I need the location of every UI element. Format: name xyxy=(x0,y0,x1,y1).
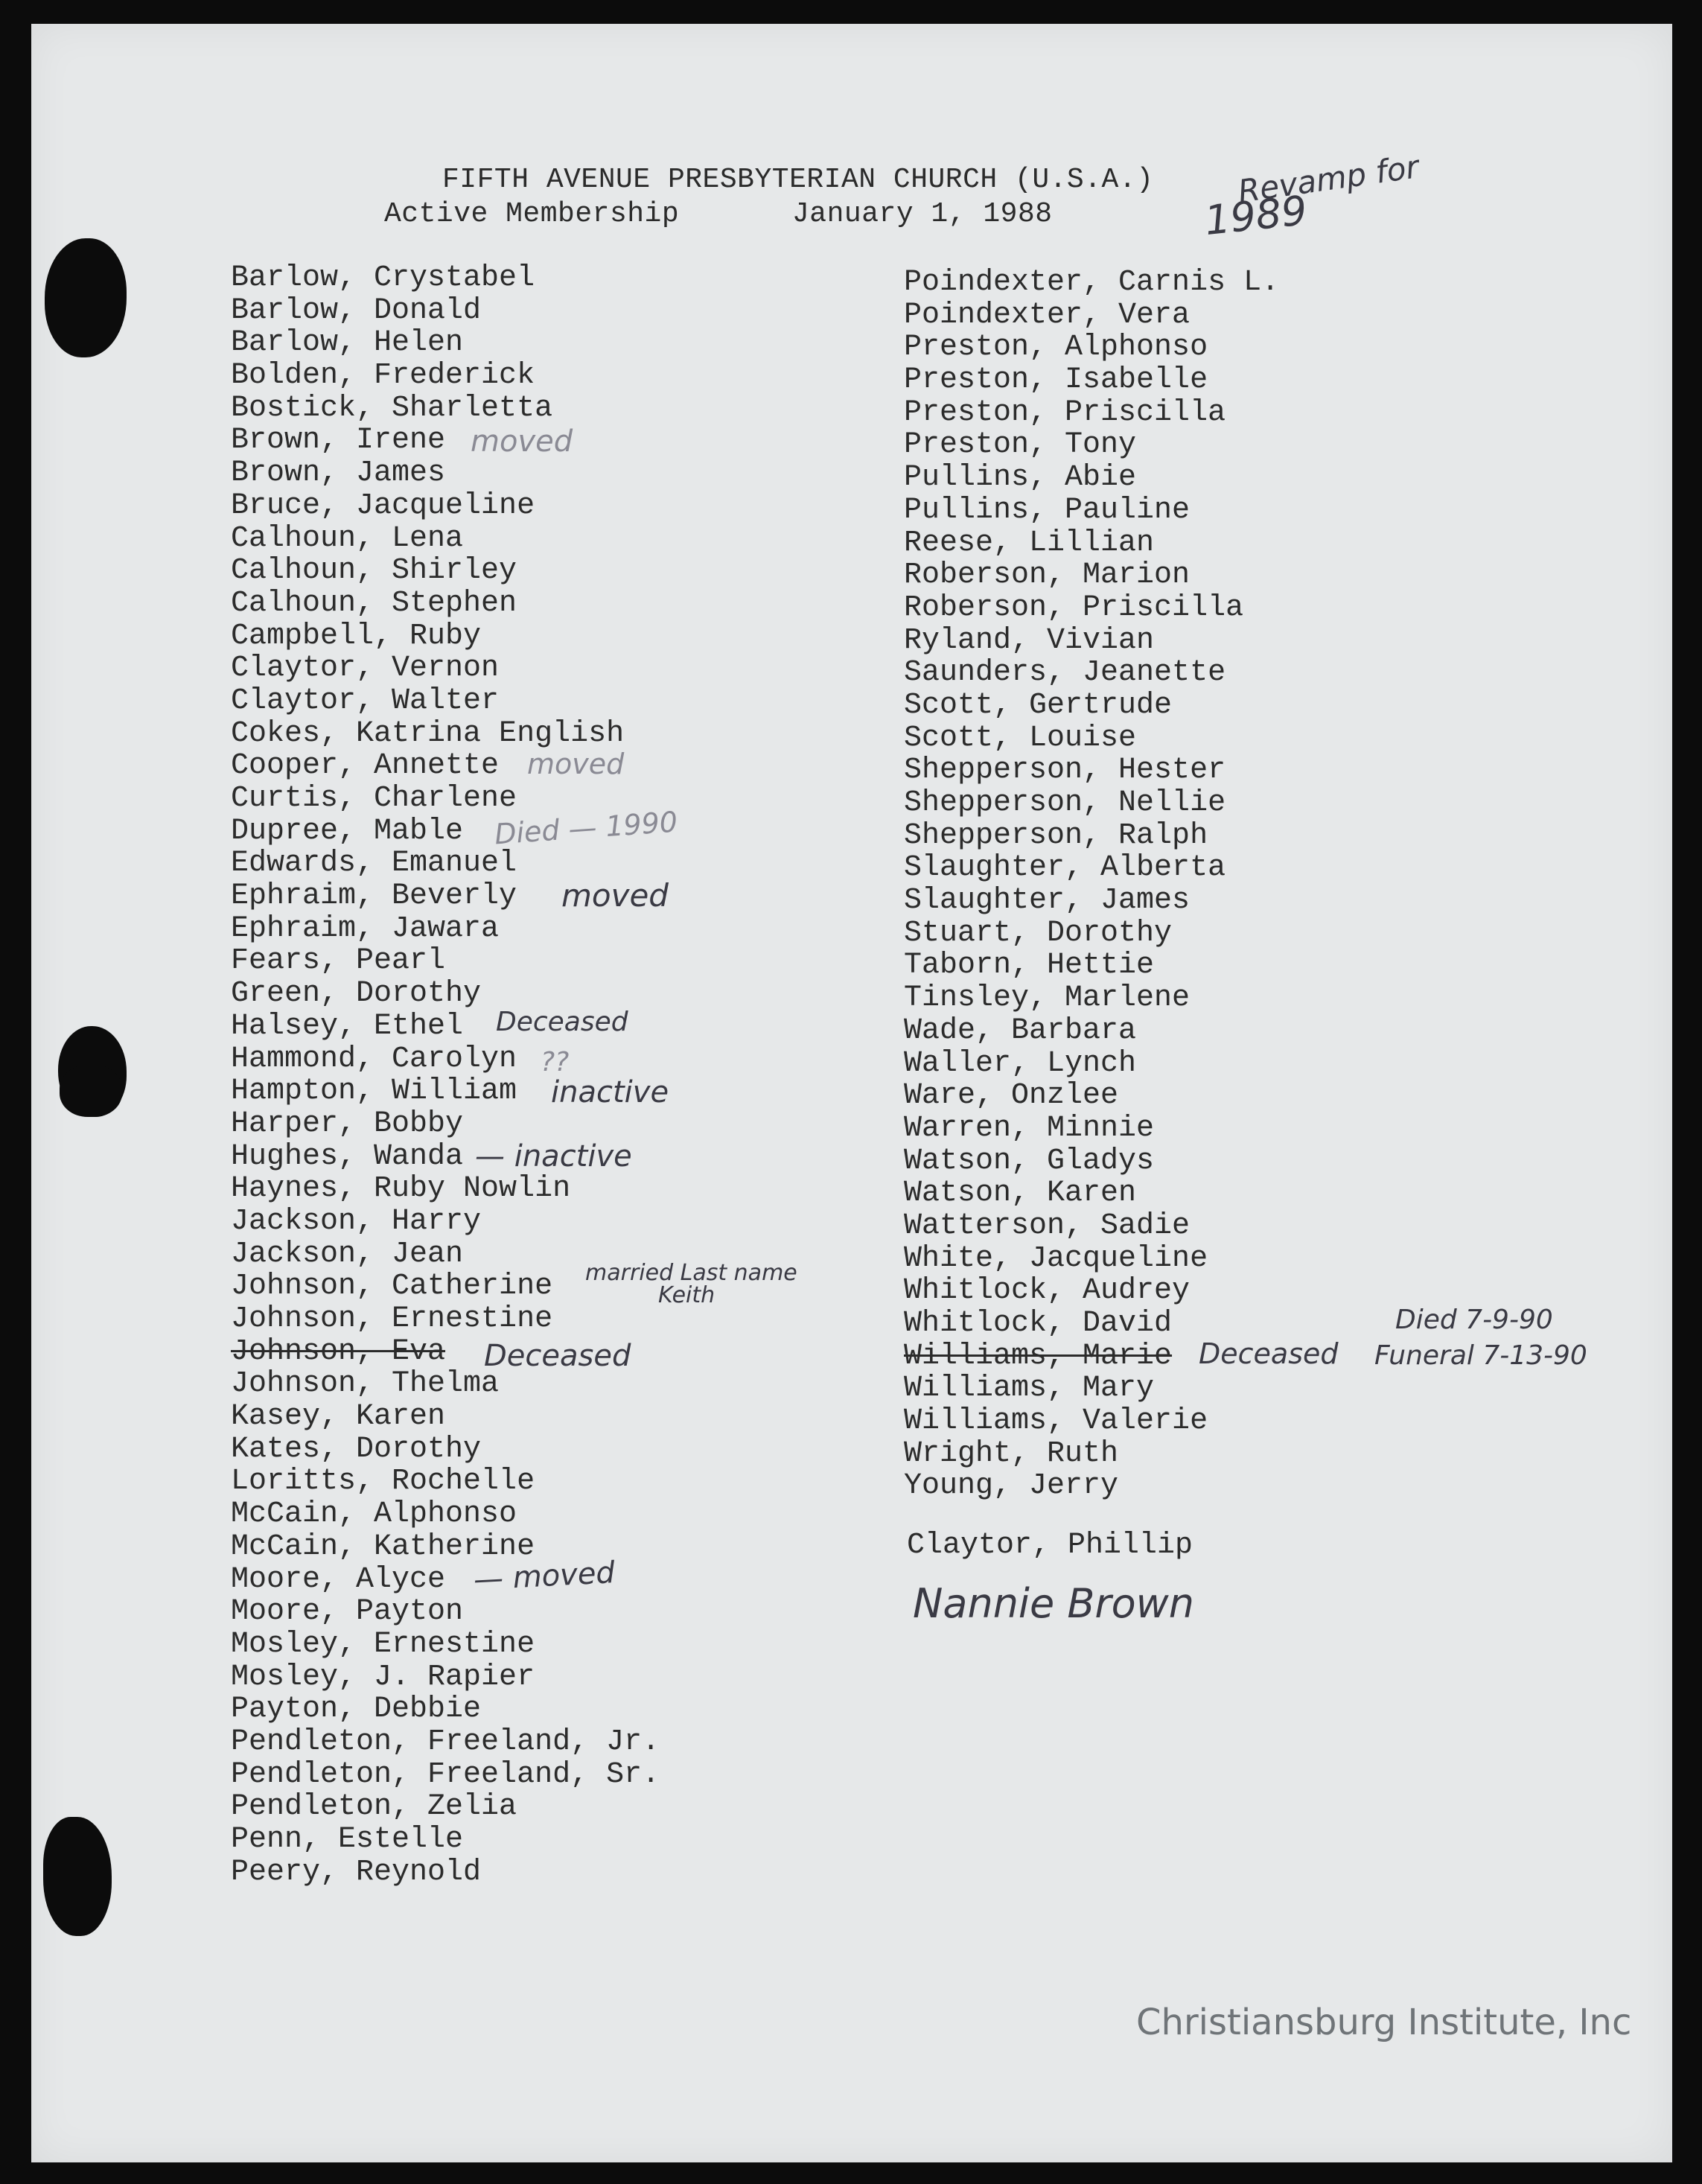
archive-watermark: Christiansburg Institute, Inc xyxy=(1136,2002,1632,2043)
member-name: Peery, Reynold xyxy=(231,1855,482,1889)
member-name: Whitlock, Audrey xyxy=(904,1274,1191,1308)
member-name: Brown, James xyxy=(231,456,446,491)
member-name: Ware, Onzlee xyxy=(904,1079,1119,1113)
member-name: Whitlock, David xyxy=(904,1307,1173,1340)
member-name: Scott, Louise xyxy=(904,721,1137,755)
member-name: Jackson, Harry xyxy=(231,1204,482,1238)
member-name: Watson, Gladys xyxy=(904,1144,1155,1178)
member-name: Williams, Mary xyxy=(904,1372,1155,1406)
member-name: Payton, Debbie xyxy=(231,1693,482,1727)
member-name: Preston, Tony xyxy=(904,428,1137,462)
member-name: Poindexter, Carnis L. xyxy=(904,266,1280,299)
member-name: Reese, Lillian xyxy=(904,526,1155,560)
member-name: Kates, Dorothy xyxy=(231,1432,482,1466)
membership-date: January 1, 1988 xyxy=(792,198,1053,230)
member-name: Williams, Valerie xyxy=(904,1404,1208,1439)
member-name: Roberson, Priscilla xyxy=(904,590,1244,625)
member-name: Waller, Lynch xyxy=(904,1046,1137,1080)
member-name: Pendleton, Freeland, Jr. xyxy=(231,1725,660,1759)
member-name: Poindexter, Vera xyxy=(904,298,1191,332)
member-name: Cooper, Annette xyxy=(231,749,500,783)
handwritten-died-mable: Died — 1990 xyxy=(493,805,679,851)
member-name: Hammond, Carolyn xyxy=(231,1042,517,1076)
member-name: Preston, Alphonso xyxy=(904,331,1208,365)
member-name: Young, Jerry xyxy=(904,1469,1119,1503)
member-name: Claytor, Vernon xyxy=(231,652,500,686)
member-name: Tinsley, Marlene xyxy=(904,981,1191,1016)
member-name: Williams, Marie xyxy=(904,1339,1173,1373)
church-title: FIFTH AVENUE PRESBYTERIAN CHURCH (U.S.A.) xyxy=(442,164,1154,196)
member-name: Brown, Irene xyxy=(231,424,446,458)
member-name: McCain, Katherine xyxy=(231,1529,535,1564)
member-name: Bostick, Sharletta xyxy=(231,391,553,425)
handwritten-married-note: married Last name xyxy=(585,1260,797,1286)
member-name: Campbell, Ruby xyxy=(231,619,482,653)
punch-hole-middle-lower xyxy=(60,1065,122,1117)
member-name: Ephraim, Beverly xyxy=(231,879,517,914)
handwritten-moved-moore: — moved xyxy=(472,1556,616,1597)
member-name: Barlow, Donald xyxy=(231,293,482,328)
handwritten-deceased-williams: Deceased xyxy=(1199,1337,1339,1370)
member-name: Shepperson, Nellie xyxy=(904,786,1226,820)
member-name: Mosley, Ernestine xyxy=(231,1627,535,1661)
member-name: Roberson, Marion xyxy=(904,558,1191,593)
member-name: Bolden, Frederick xyxy=(231,359,535,393)
member-name: Fears, Pearl xyxy=(231,944,446,978)
handwritten-inactive-hughes: — inactive xyxy=(475,1139,632,1174)
handwritten-married-keith: Keith xyxy=(658,1282,715,1308)
member-name: Warren, Minnie xyxy=(904,1111,1155,1145)
member-name: Barlow, Helen xyxy=(231,326,464,360)
member-name: Curtis, Charlene xyxy=(231,782,517,815)
member-name: Halsey, Ethel xyxy=(231,1009,464,1043)
member-name: Calhoun, Lena xyxy=(231,521,464,555)
handwritten-nannie-brown: Nannie Brown xyxy=(913,1580,1194,1627)
member-name: Ephraim, Jawara xyxy=(231,911,500,946)
member-name: Loritts, Rochelle xyxy=(231,1465,535,1499)
member-name: Preston, Isabelle xyxy=(904,363,1208,398)
punch-hole-bottom xyxy=(43,1817,112,1936)
member-name: Watterson, Sadie xyxy=(904,1209,1191,1243)
member-name: Shepperson, Hester xyxy=(904,754,1226,788)
member-name: Calhoun, Shirley xyxy=(231,554,517,588)
member-name: Green, Dorothy xyxy=(231,977,482,1011)
handwritten-moved-annette: moved xyxy=(527,748,625,780)
member-name: White, Jacqueline xyxy=(904,1241,1208,1276)
member-name: Barlow, Crystabel xyxy=(231,261,535,295)
member-name: Pullins, Pauline xyxy=(904,493,1191,527)
member-name: Preston, Priscilla xyxy=(904,395,1226,430)
member-name: Saunders, Jeanette xyxy=(904,656,1226,690)
member-name: Johnson, Thelma xyxy=(231,1367,500,1401)
member-name: Shepperson, Ralph xyxy=(904,818,1208,853)
member-name: Watson, Karen xyxy=(904,1177,1137,1211)
handwritten-deceased-halsey: Deceased xyxy=(496,1007,628,1037)
handwritten-year: 1989 xyxy=(1202,186,1310,245)
member-name: McCain, Alphonso xyxy=(231,1497,517,1532)
member-name: Moore, Alyce xyxy=(231,1562,446,1596)
member-name: Kasey, Karen xyxy=(231,1400,446,1434)
member-name: Scott, Gertrude xyxy=(904,688,1173,722)
member-name: Jackson, Jean xyxy=(231,1237,464,1271)
member-name: Bruce, Jacqueline xyxy=(231,488,535,523)
handwritten-question-hammond: ?? xyxy=(541,1047,570,1077)
member-name: Hughes, Wanda xyxy=(231,1139,464,1174)
handwritten-funeral-williams: Funeral 7-13-90 xyxy=(1374,1340,1587,1371)
member-name: Harper, Bobby xyxy=(231,1107,464,1141)
member-name: Moore, Payton xyxy=(231,1595,464,1629)
member-name: Johnson, Catherine xyxy=(231,1270,553,1304)
member-name: Pendleton, Zelia xyxy=(231,1790,517,1824)
member-name: Slaughter, Alberta xyxy=(904,851,1226,885)
member-name: Pendleton, Freeland, Sr. xyxy=(231,1757,660,1792)
member-name: Stuart, Dorothy xyxy=(904,916,1173,950)
member-name: Penn, Estelle xyxy=(231,1823,464,1856)
member-name: Wright, Ruth xyxy=(904,1436,1119,1471)
member-name: Slaughter, James xyxy=(904,884,1191,918)
handwritten-inactive-hampton: inactive xyxy=(551,1075,669,1109)
handwritten-revamp: Revamp for xyxy=(1235,148,1421,210)
handwritten-deceased-eva: Deceased xyxy=(484,1339,631,1373)
member-name: Ryland, Vivian xyxy=(904,623,1155,658)
member-name: Pullins, Abie xyxy=(904,461,1137,495)
punch-hole-top xyxy=(45,238,127,357)
member-name: Johnson, Ernestine xyxy=(231,1302,553,1336)
member-name: Wade, Barbara xyxy=(904,1013,1137,1048)
handwritten-moved-irene: moved xyxy=(471,424,573,459)
member-extra: Claytor, Phillip xyxy=(907,1529,1193,1562)
member-name: Haynes, Ruby Nowlin xyxy=(231,1172,571,1206)
member-name: Edwards, Emanuel xyxy=(231,847,517,881)
member-name: Taborn, Hettie xyxy=(904,949,1155,983)
member-name: Claytor, Walter xyxy=(231,684,500,718)
member-name: Johnson, Eva xyxy=(231,1334,446,1369)
member-name: Calhoun, Stephen xyxy=(231,586,517,620)
member-name: Dupree, Mable xyxy=(231,814,464,848)
handwritten-moved-ephraim: moved xyxy=(561,877,669,914)
membership-heading: Active Membership xyxy=(384,198,680,230)
member-name: Hampton, William xyxy=(231,1075,517,1109)
right-member-list xyxy=(904,267,1279,1503)
member-name: Mosley, J. Rapier xyxy=(231,1660,535,1694)
handwritten-died-williams: Died 7-9-90 xyxy=(1395,1305,1553,1335)
member-name: Cokes, Katrina English xyxy=(231,716,625,751)
